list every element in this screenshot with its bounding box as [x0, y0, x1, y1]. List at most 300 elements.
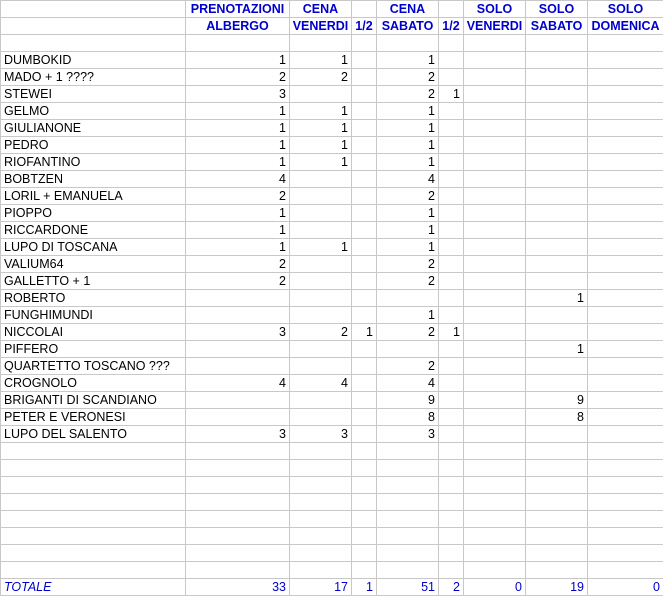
- value-cell[interactable]: [377, 562, 439, 579]
- value-cell[interactable]: [352, 545, 377, 562]
- value-cell[interactable]: 33: [186, 579, 290, 596]
- value-cell[interactable]: [526, 528, 588, 545]
- value-cell[interactable]: [352, 290, 377, 307]
- value-cell[interactable]: [352, 154, 377, 171]
- value-cell[interactable]: [377, 290, 439, 307]
- value-cell[interactable]: [352, 171, 377, 188]
- value-cell[interactable]: 1: [186, 103, 290, 120]
- value-cell[interactable]: [290, 545, 352, 562]
- value-cell[interactable]: [439, 494, 464, 511]
- value-cell[interactable]: [464, 545, 526, 562]
- value-cell[interactable]: [526, 188, 588, 205]
- name-cell[interactable]: MADO + 1 ????: [1, 69, 186, 86]
- value-cell[interactable]: 2: [186, 256, 290, 273]
- value-cell[interactable]: [439, 392, 464, 409]
- value-cell[interactable]: [464, 562, 526, 579]
- value-cell[interactable]: 2: [377, 69, 439, 86]
- name-cell[interactable]: ROBERTO: [1, 290, 186, 307]
- name-cell[interactable]: DUMBOKID: [1, 52, 186, 69]
- value-cell[interactable]: [588, 341, 663, 358]
- value-cell[interactable]: [588, 392, 663, 409]
- value-cell[interactable]: [464, 86, 526, 103]
- value-cell[interactable]: [588, 307, 663, 324]
- value-cell[interactable]: [439, 307, 464, 324]
- value-cell[interactable]: [352, 562, 377, 579]
- value-cell[interactable]: [526, 256, 588, 273]
- value-cell[interactable]: [186, 290, 290, 307]
- value-cell[interactable]: [352, 205, 377, 222]
- value-cell[interactable]: [352, 52, 377, 69]
- value-cell[interactable]: [588, 511, 663, 528]
- value-cell[interactable]: [377, 35, 439, 52]
- value-cell[interactable]: [464, 222, 526, 239]
- value-cell[interactable]: 3: [186, 426, 290, 443]
- value-cell[interactable]: [186, 409, 290, 426]
- value-cell[interactable]: 1: [377, 205, 439, 222]
- value-cell[interactable]: [352, 477, 377, 494]
- value-cell[interactable]: [526, 307, 588, 324]
- value-cell[interactable]: [290, 477, 352, 494]
- value-cell[interactable]: [290, 86, 352, 103]
- value-cell[interactable]: [352, 358, 377, 375]
- value-cell[interactable]: [464, 409, 526, 426]
- value-cell[interactable]: [352, 273, 377, 290]
- name-cell[interactable]: GALLETTO + 1: [1, 273, 186, 290]
- value-cell[interactable]: 8: [526, 409, 588, 426]
- name-cell[interactable]: [1, 494, 186, 511]
- value-cell[interactable]: [352, 256, 377, 273]
- value-cell[interactable]: [186, 341, 290, 358]
- value-cell[interactable]: [526, 324, 588, 341]
- value-cell[interactable]: [588, 409, 663, 426]
- value-cell[interactable]: [377, 341, 439, 358]
- value-cell[interactable]: [439, 69, 464, 86]
- value-cell[interactable]: [352, 188, 377, 205]
- header-cell[interactable]: PRENOTAZIONI: [186, 1, 290, 18]
- value-cell[interactable]: [439, 35, 464, 52]
- value-cell[interactable]: [377, 443, 439, 460]
- value-cell[interactable]: 1: [290, 103, 352, 120]
- value-cell[interactable]: [290, 562, 352, 579]
- value-cell[interactable]: 1: [377, 307, 439, 324]
- value-cell[interactable]: 2: [186, 188, 290, 205]
- value-cell[interactable]: [290, 341, 352, 358]
- value-cell[interactable]: 2: [377, 324, 439, 341]
- value-cell[interactable]: [464, 290, 526, 307]
- value-cell[interactable]: [186, 545, 290, 562]
- value-cell[interactable]: 1: [290, 239, 352, 256]
- value-cell[interactable]: [464, 358, 526, 375]
- name-cell[interactable]: [1, 511, 186, 528]
- value-cell[interactable]: [290, 443, 352, 460]
- value-cell[interactable]: [352, 443, 377, 460]
- value-cell[interactable]: [439, 137, 464, 154]
- value-cell[interactable]: [588, 137, 663, 154]
- value-cell[interactable]: [439, 545, 464, 562]
- value-cell[interactable]: [464, 528, 526, 545]
- value-cell[interactable]: [526, 460, 588, 477]
- value-cell[interactable]: [352, 222, 377, 239]
- value-cell[interactable]: [526, 154, 588, 171]
- value-cell[interactable]: 4: [186, 171, 290, 188]
- value-cell[interactable]: 1: [290, 154, 352, 171]
- value-cell[interactable]: 2: [186, 273, 290, 290]
- value-cell[interactable]: 4: [186, 375, 290, 392]
- name-cell[interactable]: STEWEI: [1, 86, 186, 103]
- value-cell[interactable]: [526, 273, 588, 290]
- value-cell[interactable]: [352, 511, 377, 528]
- value-cell[interactable]: [290, 307, 352, 324]
- value-cell[interactable]: [464, 511, 526, 528]
- value-cell[interactable]: [588, 103, 663, 120]
- value-cell[interactable]: [290, 528, 352, 545]
- value-cell[interactable]: [352, 392, 377, 409]
- value-cell[interactable]: [377, 494, 439, 511]
- value-cell[interactable]: 2: [377, 256, 439, 273]
- name-cell[interactable]: [1, 562, 186, 579]
- value-cell[interactable]: [464, 35, 526, 52]
- value-cell[interactable]: 1: [186, 222, 290, 239]
- value-cell[interactable]: [439, 511, 464, 528]
- value-cell[interactable]: [588, 35, 663, 52]
- value-cell[interactable]: [352, 86, 377, 103]
- value-cell[interactable]: [464, 188, 526, 205]
- value-cell[interactable]: 51: [377, 579, 439, 596]
- name-cell[interactable]: TOTALE: [1, 579, 186, 596]
- value-cell[interactable]: 2: [377, 273, 439, 290]
- value-cell[interactable]: [439, 52, 464, 69]
- header-cell[interactable]: CENA: [377, 1, 439, 18]
- value-cell[interactable]: [526, 86, 588, 103]
- value-cell[interactable]: [439, 477, 464, 494]
- value-cell[interactable]: 1: [377, 137, 439, 154]
- value-cell[interactable]: [377, 545, 439, 562]
- value-cell[interactable]: 1: [377, 154, 439, 171]
- value-cell[interactable]: 1: [439, 324, 464, 341]
- value-cell[interactable]: 1: [186, 52, 290, 69]
- value-cell[interactable]: [526, 239, 588, 256]
- value-cell[interactable]: [588, 86, 663, 103]
- value-cell[interactable]: [526, 35, 588, 52]
- value-cell[interactable]: [377, 477, 439, 494]
- value-cell[interactable]: [439, 358, 464, 375]
- value-cell[interactable]: [352, 307, 377, 324]
- value-cell[interactable]: [186, 562, 290, 579]
- value-cell[interactable]: [464, 460, 526, 477]
- value-cell[interactable]: [464, 392, 526, 409]
- value-cell[interactable]: 1: [186, 154, 290, 171]
- header-cell[interactable]: VENERDI: [464, 18, 526, 35]
- value-cell[interactable]: [588, 494, 663, 511]
- value-cell[interactable]: 1: [186, 137, 290, 154]
- value-cell[interactable]: [352, 494, 377, 511]
- value-cell[interactable]: [526, 52, 588, 69]
- value-cell[interactable]: 1: [377, 103, 439, 120]
- value-cell[interactable]: 1: [352, 579, 377, 596]
- value-cell[interactable]: [352, 375, 377, 392]
- value-cell[interactable]: [352, 69, 377, 86]
- value-cell[interactable]: [439, 375, 464, 392]
- value-cell[interactable]: 2: [377, 358, 439, 375]
- header-cell[interactable]: SOLO: [464, 1, 526, 18]
- value-cell[interactable]: [439, 171, 464, 188]
- value-cell[interactable]: 1: [377, 222, 439, 239]
- value-cell[interactable]: [526, 375, 588, 392]
- name-cell[interactable]: LUPO DEL SALENTO: [1, 426, 186, 443]
- value-cell[interactable]: [588, 562, 663, 579]
- value-cell[interactable]: 9: [377, 392, 439, 409]
- value-cell[interactable]: [352, 120, 377, 137]
- name-cell[interactable]: LUPO DI TOSCANA: [1, 239, 186, 256]
- value-cell[interactable]: [352, 341, 377, 358]
- header-cell[interactable]: SOLO: [588, 1, 663, 18]
- value-cell[interactable]: [526, 171, 588, 188]
- value-cell[interactable]: 1: [290, 52, 352, 69]
- value-cell[interactable]: [439, 562, 464, 579]
- value-cell[interactable]: [290, 35, 352, 52]
- value-cell[interactable]: 2: [290, 324, 352, 341]
- value-cell[interactable]: [588, 477, 663, 494]
- value-cell[interactable]: [588, 324, 663, 341]
- value-cell[interactable]: [526, 120, 588, 137]
- value-cell[interactable]: 1: [186, 120, 290, 137]
- value-cell[interactable]: [352, 460, 377, 477]
- value-cell[interactable]: 0: [588, 579, 663, 596]
- value-cell[interactable]: [290, 494, 352, 511]
- value-cell[interactable]: [377, 460, 439, 477]
- value-cell[interactable]: [588, 222, 663, 239]
- value-cell[interactable]: [588, 443, 663, 460]
- value-cell[interactable]: 3: [186, 324, 290, 341]
- header-cell[interactable]: [439, 1, 464, 18]
- value-cell[interactable]: [526, 511, 588, 528]
- value-cell[interactable]: 1: [352, 324, 377, 341]
- value-cell[interactable]: [439, 205, 464, 222]
- value-cell[interactable]: [464, 477, 526, 494]
- value-cell[interactable]: [186, 35, 290, 52]
- name-cell[interactable]: PIFFERO: [1, 341, 186, 358]
- name-cell[interactable]: PIOPPO: [1, 205, 186, 222]
- header-cell[interactable]: ALBERGO: [186, 18, 290, 35]
- value-cell[interactable]: [588, 52, 663, 69]
- value-cell[interactable]: [439, 103, 464, 120]
- value-cell[interactable]: [186, 358, 290, 375]
- name-cell[interactable]: PETER E VERONESI: [1, 409, 186, 426]
- value-cell[interactable]: [290, 188, 352, 205]
- name-cell[interactable]: NICCOLAI: [1, 324, 186, 341]
- value-cell[interactable]: [186, 477, 290, 494]
- header-cell[interactable]: [1, 1, 186, 18]
- value-cell[interactable]: [352, 426, 377, 443]
- value-cell[interactable]: [588, 375, 663, 392]
- value-cell[interactable]: [439, 154, 464, 171]
- name-cell[interactable]: RIOFANTINO: [1, 154, 186, 171]
- value-cell[interactable]: 8: [377, 409, 439, 426]
- value-cell[interactable]: [588, 188, 663, 205]
- value-cell[interactable]: [526, 358, 588, 375]
- value-cell[interactable]: 4: [377, 375, 439, 392]
- value-cell[interactable]: 1: [439, 86, 464, 103]
- name-cell[interactable]: [1, 477, 186, 494]
- value-cell[interactable]: [588, 69, 663, 86]
- name-cell[interactable]: [1, 545, 186, 562]
- header-cell[interactable]: CENA: [290, 1, 352, 18]
- value-cell[interactable]: [464, 426, 526, 443]
- name-cell[interactable]: VALIUM64: [1, 256, 186, 273]
- value-cell[interactable]: [377, 511, 439, 528]
- value-cell[interactable]: [439, 256, 464, 273]
- header-cell[interactable]: [1, 18, 186, 35]
- value-cell[interactable]: [290, 205, 352, 222]
- value-cell[interactable]: [439, 273, 464, 290]
- value-cell[interactable]: [352, 239, 377, 256]
- value-cell[interactable]: 9: [526, 392, 588, 409]
- name-cell[interactable]: PEDRO: [1, 137, 186, 154]
- value-cell[interactable]: [290, 222, 352, 239]
- header-cell[interactable]: SOLO: [526, 1, 588, 18]
- value-cell[interactable]: [588, 256, 663, 273]
- value-cell[interactable]: 2: [186, 69, 290, 86]
- value-cell[interactable]: 0: [464, 579, 526, 596]
- value-cell[interactable]: [290, 409, 352, 426]
- value-cell[interactable]: [464, 205, 526, 222]
- value-cell[interactable]: 19: [526, 579, 588, 596]
- value-cell[interactable]: 3: [186, 86, 290, 103]
- value-cell[interactable]: [352, 35, 377, 52]
- value-cell[interactable]: [526, 103, 588, 120]
- value-cell[interactable]: [439, 222, 464, 239]
- value-cell[interactable]: [526, 477, 588, 494]
- header-cell[interactable]: SABATO: [377, 18, 439, 35]
- value-cell[interactable]: [464, 324, 526, 341]
- name-cell[interactable]: FUNGHIMUNDI: [1, 307, 186, 324]
- value-cell[interactable]: 1: [186, 205, 290, 222]
- value-cell[interactable]: [464, 171, 526, 188]
- value-cell[interactable]: [526, 69, 588, 86]
- value-cell[interactable]: [464, 239, 526, 256]
- value-cell[interactable]: [588, 120, 663, 137]
- value-cell[interactable]: [588, 426, 663, 443]
- header-cell[interactable]: 1/2: [352, 18, 377, 35]
- value-cell[interactable]: [526, 205, 588, 222]
- name-cell[interactable]: BOBTZEN: [1, 171, 186, 188]
- value-cell[interactable]: [526, 426, 588, 443]
- value-cell[interactable]: [439, 443, 464, 460]
- value-cell[interactable]: [352, 528, 377, 545]
- value-cell[interactable]: [588, 290, 663, 307]
- value-cell[interactable]: [186, 511, 290, 528]
- name-cell[interactable]: GELMO: [1, 103, 186, 120]
- header-cell[interactable]: DOMENICA: [588, 18, 663, 35]
- value-cell[interactable]: [588, 460, 663, 477]
- value-cell[interactable]: [439, 426, 464, 443]
- value-cell[interactable]: 17: [290, 579, 352, 596]
- value-cell[interactable]: [526, 222, 588, 239]
- value-cell[interactable]: [290, 511, 352, 528]
- value-cell[interactable]: [588, 358, 663, 375]
- value-cell[interactable]: [439, 188, 464, 205]
- value-cell[interactable]: [290, 273, 352, 290]
- value-cell[interactable]: [588, 205, 663, 222]
- value-cell[interactable]: [526, 545, 588, 562]
- value-cell[interactable]: 2: [439, 579, 464, 596]
- value-cell[interactable]: [464, 307, 526, 324]
- value-cell[interactable]: 3: [290, 426, 352, 443]
- value-cell[interactable]: [588, 273, 663, 290]
- name-cell[interactable]: BRIGANTI DI SCANDIANO: [1, 392, 186, 409]
- value-cell[interactable]: [439, 528, 464, 545]
- value-cell[interactable]: [352, 409, 377, 426]
- value-cell[interactable]: [588, 528, 663, 545]
- value-cell[interactable]: 3: [377, 426, 439, 443]
- value-cell[interactable]: [439, 120, 464, 137]
- value-cell[interactable]: [588, 171, 663, 188]
- value-cell[interactable]: [464, 341, 526, 358]
- value-cell[interactable]: [186, 494, 290, 511]
- value-cell[interactable]: [186, 307, 290, 324]
- value-cell[interactable]: 1: [186, 239, 290, 256]
- value-cell[interactable]: [439, 341, 464, 358]
- name-cell[interactable]: LORIL + EMANUELA: [1, 188, 186, 205]
- name-cell[interactable]: [1, 528, 186, 545]
- value-cell[interactable]: [186, 392, 290, 409]
- name-cell[interactable]: [1, 443, 186, 460]
- name-cell[interactable]: QUARTETTO TOSCANO ???: [1, 358, 186, 375]
- value-cell[interactable]: [464, 103, 526, 120]
- value-cell[interactable]: 4: [290, 375, 352, 392]
- header-cell[interactable]: [352, 1, 377, 18]
- value-cell[interactable]: 1: [526, 290, 588, 307]
- value-cell[interactable]: [464, 443, 526, 460]
- name-cell[interactable]: GIULIANONE: [1, 120, 186, 137]
- value-cell[interactable]: 1: [377, 120, 439, 137]
- value-cell[interactable]: [439, 239, 464, 256]
- name-cell[interactable]: RICCARDONE: [1, 222, 186, 239]
- value-cell[interactable]: 1: [290, 137, 352, 154]
- value-cell[interactable]: [290, 392, 352, 409]
- value-cell[interactable]: [588, 545, 663, 562]
- value-cell[interactable]: [526, 494, 588, 511]
- header-cell[interactable]: 1/2: [439, 18, 464, 35]
- value-cell[interactable]: 1: [377, 239, 439, 256]
- value-cell[interactable]: 1: [526, 341, 588, 358]
- value-cell[interactable]: [588, 239, 663, 256]
- header-cell[interactable]: VENERDI: [290, 18, 352, 35]
- value-cell[interactable]: [290, 171, 352, 188]
- value-cell[interactable]: [290, 460, 352, 477]
- value-cell[interactable]: [526, 562, 588, 579]
- value-cell[interactable]: [464, 52, 526, 69]
- value-cell[interactable]: [588, 154, 663, 171]
- value-cell[interactable]: 2: [377, 188, 439, 205]
- value-cell[interactable]: [526, 443, 588, 460]
- value-cell[interactable]: [464, 375, 526, 392]
- value-cell[interactable]: [464, 69, 526, 86]
- value-cell[interactable]: [352, 137, 377, 154]
- value-cell[interactable]: [186, 460, 290, 477]
- value-cell[interactable]: [439, 290, 464, 307]
- value-cell[interactable]: [464, 256, 526, 273]
- value-cell[interactable]: [464, 154, 526, 171]
- value-cell[interactable]: [464, 273, 526, 290]
- name-cell[interactable]: [1, 460, 186, 477]
- value-cell[interactable]: 1: [377, 52, 439, 69]
- value-cell[interactable]: [290, 290, 352, 307]
- value-cell[interactable]: 1: [290, 120, 352, 137]
- value-cell[interactable]: [439, 460, 464, 477]
- value-cell[interactable]: [526, 137, 588, 154]
- value-cell[interactable]: [439, 409, 464, 426]
